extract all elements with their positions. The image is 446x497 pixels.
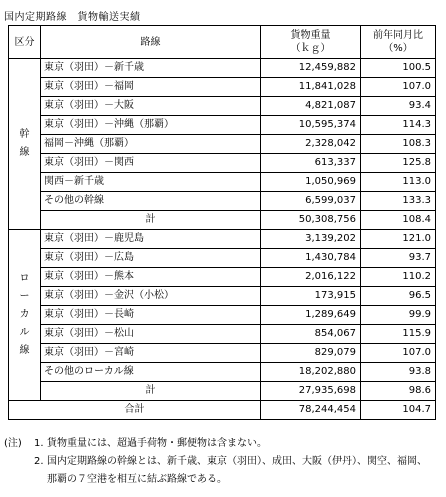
ratio-cell: 100.5 xyxy=(361,59,436,78)
table-row xyxy=(9,116,436,135)
route-cell: 東京（羽田）－宮崎 xyxy=(41,344,261,363)
subtotal-weight: 27,935,698 xyxy=(261,382,361,401)
ratio-cell: 108.3 xyxy=(361,135,436,154)
header-ratio xyxy=(361,26,436,59)
weight-cell: 613,337 xyxy=(261,154,361,173)
ratio-cell: 107.0 xyxy=(361,344,436,363)
grand-total-ratio: 104.7 xyxy=(361,401,436,420)
weight-cell: 12,459,882 xyxy=(261,59,361,78)
subtotal-row xyxy=(9,382,436,401)
ratio-cell: 125.8 xyxy=(361,154,436,173)
route-cell: 東京（羽田）－大阪 xyxy=(41,97,261,116)
route-cell: 東京（羽田）－関西 xyxy=(41,154,261,173)
ratio-cell: 99.9 xyxy=(361,306,436,325)
ratio-cell: 115.9 xyxy=(361,325,436,344)
ratio-cell: 133.3 xyxy=(361,192,436,211)
header-route: 路線 xyxy=(41,26,261,59)
weight-cell: 10,595,374 xyxy=(261,116,361,135)
footnote-prefix: (注) xyxy=(4,438,22,449)
weight-cell: 854,067 xyxy=(261,325,361,344)
ratio-cell: 93.7 xyxy=(361,249,436,268)
table-row xyxy=(9,268,436,287)
ratio-cell: 121.0 xyxy=(361,230,436,249)
subtotal-label: 計 xyxy=(41,382,261,401)
header-category: 区分 xyxy=(9,26,41,59)
weight-cell: 1,050,969 xyxy=(261,173,361,192)
table-row xyxy=(9,287,436,306)
trunk-group-label xyxy=(9,59,41,230)
local-label-char: 線 xyxy=(19,345,30,356)
ratio-cell: 93.8 xyxy=(361,363,436,382)
header-ratio-line1: 前年同月比 xyxy=(373,30,423,41)
weight-cell: 829,079 xyxy=(261,344,361,363)
local-group-label xyxy=(9,230,41,401)
subtotal-row xyxy=(9,211,436,230)
table-row xyxy=(9,154,436,173)
local-label-char: カ xyxy=(19,309,30,320)
weight-cell: 3,139,202 xyxy=(261,230,361,249)
header-weight xyxy=(261,26,361,59)
table-row xyxy=(9,78,436,97)
table-row xyxy=(9,249,436,268)
ratio-cell: 113.0 xyxy=(361,173,436,192)
weight-cell: 1,430,784 xyxy=(261,249,361,268)
weight-cell: 2,016,122 xyxy=(261,268,361,287)
table-row xyxy=(9,97,436,116)
ratio-cell: 114.3 xyxy=(361,116,436,135)
footnote-number: 2. xyxy=(34,456,44,467)
ratio-cell: 93.4 xyxy=(361,97,436,116)
header-ratio-line2: （%） xyxy=(383,43,413,54)
subtotal-ratio: 98.6 xyxy=(361,382,436,401)
subtotal-weight: 50,308,756 xyxy=(261,211,361,230)
cargo-table xyxy=(8,25,436,420)
grand-total-row xyxy=(9,401,436,420)
footnote-1 xyxy=(4,435,444,453)
route-cell: 関西－新千歳 xyxy=(41,173,261,192)
route-cell: その他の幹線 xyxy=(41,192,261,211)
subtotal-label: 計 xyxy=(41,211,261,230)
route-cell: 東京（羽田）－福岡 xyxy=(41,78,261,97)
table-row xyxy=(9,59,436,78)
route-cell: その他のローカル線 xyxy=(41,363,261,382)
weight-cell: 11,841,028 xyxy=(261,78,361,97)
route-cell: 東京（羽田）－熊本 xyxy=(41,268,261,287)
weight-cell: 6,599,037 xyxy=(261,192,361,211)
route-cell: 東京（羽田）－沖縄（那覇） xyxy=(41,116,261,135)
table-row xyxy=(9,344,436,363)
header-weight-line1: 貨物重量 xyxy=(290,30,331,41)
table-row xyxy=(9,135,436,154)
local-label-char: ロ xyxy=(19,273,30,284)
local-label-char: ル xyxy=(19,327,30,338)
table-row xyxy=(9,192,436,211)
route-cell: 東京（羽田）－金沢（小松） xyxy=(41,287,261,306)
footnote-number: 1. xyxy=(34,438,44,449)
footnote-2 xyxy=(4,453,444,489)
table-row xyxy=(9,363,436,382)
ratio-cell: 110.2 xyxy=(361,268,436,287)
page-title: 国内定期路線 貨物輸送実績 xyxy=(4,12,141,23)
route-cell: 東京（羽田）－長崎 xyxy=(41,306,261,325)
footnote-text: 貨物重量には、超過手荷物・郵便物は含まない。 xyxy=(47,438,267,449)
ratio-cell: 96.5 xyxy=(361,287,436,306)
weight-cell: 2,328,042 xyxy=(261,135,361,154)
ratio-cell: 107.0 xyxy=(361,78,436,97)
table-row xyxy=(9,230,436,249)
route-cell: 東京（羽田）－広島 xyxy=(41,249,261,268)
footnotes xyxy=(4,435,444,489)
trunk-label-char: 線 xyxy=(19,147,30,158)
grand-total-weight: 78,244,454 xyxy=(261,401,361,420)
route-cell: 東京（羽田）－鹿児島 xyxy=(41,230,261,249)
table-row xyxy=(9,325,436,344)
header-weight-line2: （ｋｇ） xyxy=(290,43,331,54)
footnote-text: 国内定期路線の幹線とは、新千歳、東京（羽田）、成田、大阪（伊丹）、関空、福岡、 xyxy=(47,456,427,467)
weight-cell: 18,202,880 xyxy=(261,363,361,382)
weight-cell: 173,915 xyxy=(261,287,361,306)
trunk-label-char: 幹 xyxy=(19,129,30,140)
footnote-text-continued: 那覇の７空港を相互に結ぶ路線である。 xyxy=(47,474,227,485)
route-cell: 東京（羽田）－新千歳 xyxy=(41,59,261,78)
weight-cell: 4,821,087 xyxy=(261,97,361,116)
weight-cell: 1,289,649 xyxy=(261,306,361,325)
table-row xyxy=(9,173,436,192)
local-label-char: ー xyxy=(19,291,30,302)
route-cell: 福岡－沖縄（那覇） xyxy=(41,135,261,154)
grand-total-label: 合計 xyxy=(9,401,261,420)
route-cell: 東京（羽田）－松山 xyxy=(41,325,261,344)
table-row xyxy=(9,306,436,325)
subtotal-ratio: 108.4 xyxy=(361,211,436,230)
table-header-row xyxy=(9,26,436,59)
